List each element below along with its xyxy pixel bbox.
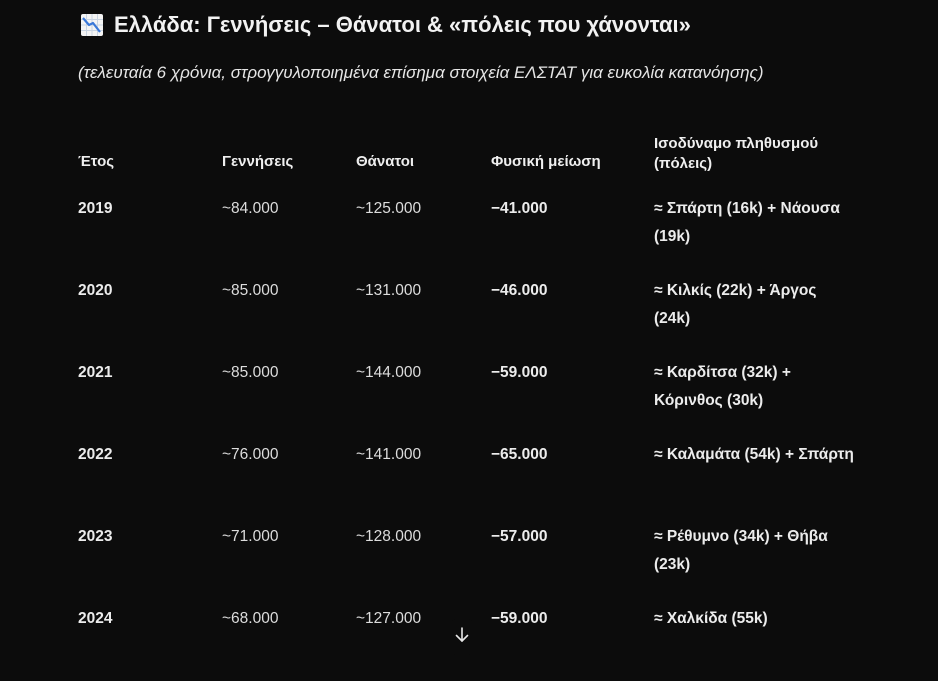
cell-deaths: ~128.000 xyxy=(356,528,422,545)
cell-births: ~76.000 xyxy=(222,446,279,463)
cell-population-equivalent: ≈ Καλαμάτα (54k) + Σπάρτη xyxy=(654,446,854,463)
cell-deaths: ~141.000 xyxy=(356,446,422,463)
cell-population-equivalent: ≈ Ρέθυμνο (34k) + Θήβα (23k) xyxy=(654,528,828,573)
table-row xyxy=(78,277,878,359)
title-text: Ελλάδα: Γεννήσεις – Θάνατοι & «πόλεις που χάνονται» xyxy=(114,12,691,37)
cell-natural-decrease: −46.000 xyxy=(491,282,548,299)
scroll-to-bottom-button[interactable] xyxy=(443,618,481,656)
cell-births: ~71.000 xyxy=(222,528,279,545)
column-header-deaths: Θάνατοι xyxy=(356,153,415,170)
column-header-population-equivalent: Ισοδύναμο πληθυσμού (πόλεις) xyxy=(654,135,819,172)
cell-year: 2024 xyxy=(78,610,113,627)
arrow-down-icon xyxy=(453,626,471,649)
response-title xyxy=(80,12,691,38)
cell-population-equivalent: ≈ Χαλκίδα (55k) xyxy=(654,610,768,627)
cell-population-equivalent: ≈ Σπάρτη (16k) + Νάουσα (19k) xyxy=(654,200,840,245)
cell-natural-decrease: −65.000 xyxy=(491,446,548,463)
table-row xyxy=(78,359,878,441)
cell-population-equivalent: ≈ Καρδίτσα (32k) + Κόρινθος (30k) xyxy=(654,364,791,409)
table-body xyxy=(78,195,878,681)
column-header-natural-decrease: Φυσική μείωση xyxy=(491,153,601,170)
cell-year: 2023 xyxy=(78,528,113,545)
cell-deaths: ~127.000 xyxy=(356,610,422,627)
column-header-year: Έτος xyxy=(78,153,115,170)
table-row xyxy=(78,523,878,605)
cell-year: 2022 xyxy=(78,446,113,463)
response-subtitle: (τελευταία 6 χρόνια, στρογγυλοποιημένα επίσημα στοιχεία ΕΛΣΤΑΤ για ευκολία κατανόησης) xyxy=(78,63,764,82)
cell-natural-decrease: −41.000 xyxy=(491,200,548,217)
table-header xyxy=(78,130,878,180)
cell-year: 2019 xyxy=(78,200,113,217)
cell-deaths: ~144.000 xyxy=(356,364,422,381)
table-row xyxy=(78,441,878,523)
cell-natural-decrease: −57.000 xyxy=(491,528,548,545)
chart-decreasing-icon xyxy=(80,13,104,37)
column-header-births: Γεννήσεις xyxy=(222,153,294,170)
table-row xyxy=(78,195,878,277)
cell-natural-decrease: −59.000 xyxy=(491,610,548,627)
cell-births: ~68.000 xyxy=(222,610,279,627)
cell-population-equivalent: ≈ Κιλκίς (22k) + Άργος (24k) xyxy=(654,282,817,327)
data-table xyxy=(78,130,878,672)
cell-year: 2020 xyxy=(78,282,113,299)
cell-year: 2021 xyxy=(78,364,113,381)
cell-births: ~85.000 xyxy=(222,282,279,299)
cell-births: ~84.000 xyxy=(222,200,279,217)
cell-deaths: ~131.000 xyxy=(356,282,422,299)
cell-births: ~85.000 xyxy=(222,364,279,381)
cell-deaths: ~125.000 xyxy=(356,200,422,217)
cell-natural-decrease: −59.000 xyxy=(491,364,548,381)
